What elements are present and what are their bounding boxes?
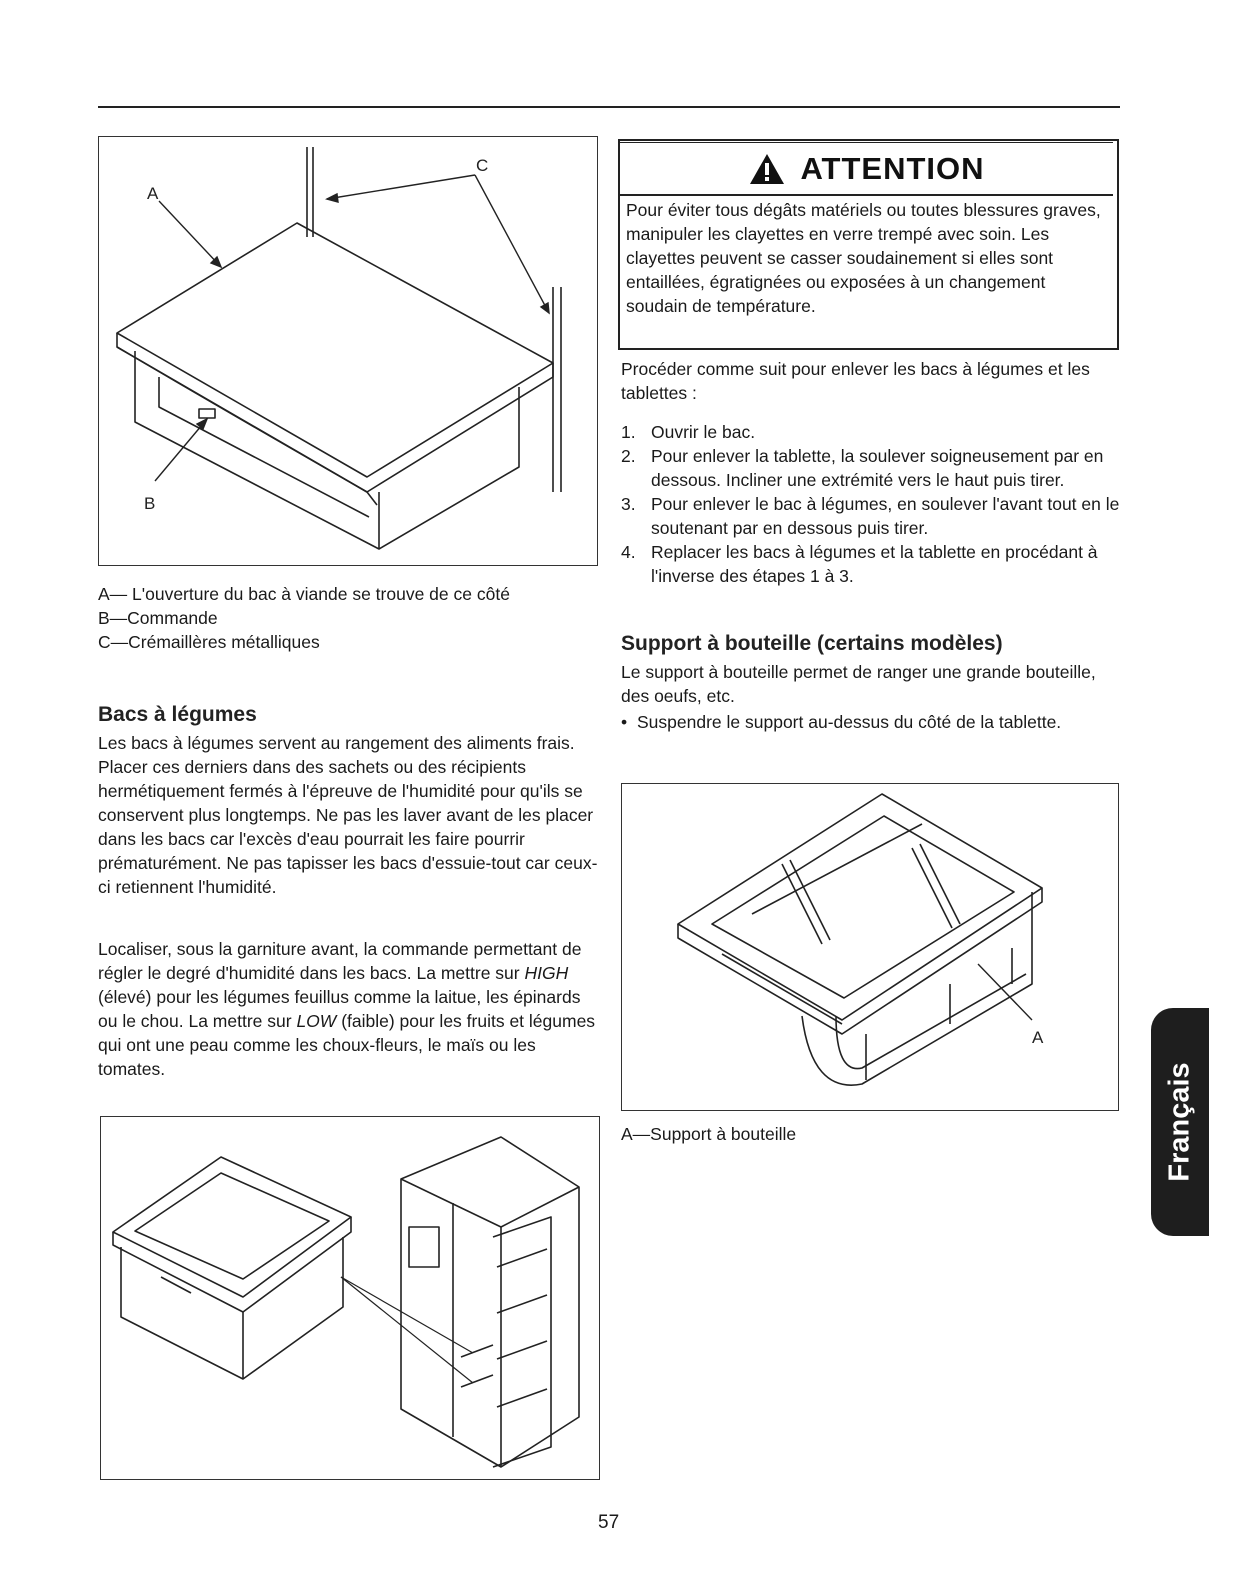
bacs-paragraph-2: Localiser, sous la garniture avant, la commande permettant de régler le degré d'humidité dans les bacs. La mettre sur HIGH (élevé) pour les légumes feuillus comme la laitue, les épinards ou le chou. La mettre sur LOW (faible) pour les fruits et légumes qui ont une peau comme les choux-fleurs, le maïs ou les tomates. (98, 939, 596, 1079)
procedure-steps (621, 420, 1121, 588)
step-item: 4. Replacer les bacs à légumes et la tablette en procédant à l'inverse des étapes 1 à 3. (621, 542, 1098, 586)
bullet-icon: • (621, 712, 628, 732)
label-b: B (144, 494, 156, 513)
warning-icon (748, 152, 786, 186)
low-setting: LOW (296, 1011, 337, 1031)
bacs-paragraph-1: Les bacs à légumes servent au rangement des aliments frais. Placer ces derniers dans des sachets ou des récipients hermétiquement fermés à l'épreuve de l'humidité pour qu'ils se conservent plus longtemps. Ne pas les laver avant de les placer dans les bacs car l'excès d'eau pourrait les faire pourrir prématurément. Ne pas tapisser les bacs d'essuie-tout car ceux-ci retiennent l'humidité. (98, 733, 598, 897)
label-a: A (147, 184, 159, 203)
bacs-heading: Bacs à légumes (98, 703, 257, 726)
figure1-caption (98, 582, 598, 654)
step-item: 2. Pour enlever la tablette, la soulever soigneusement par en dessous. Incliner une extrémité vers le haut puis tirer. (621, 446, 1104, 490)
procedure-intro: Procéder comme suit pour enlever les bacs à légumes et les tablettes : (621, 359, 1090, 403)
support-bullet: • Suspendre le support au-dessus du côté de la tablette. (621, 712, 1062, 732)
crisper-shelf-illustration (98, 136, 598, 566)
attention-text: Pour éviter tous dégâts matériels ou toutes blessures graves, manipuler les clayettes en verre trempé avec soin. Les clayettes peuvent se casser soudainement si elles sont entaillées, égratignées ou exposées à un changement soudain de température. (626, 200, 1101, 316)
step-item: 3. Pour enlever le bac à légumes, en soulever l'avant tout en le soutenant par en dessous puis tirer. (621, 494, 1120, 538)
figure2-caption: A—Support à bouteille (621, 1124, 797, 1144)
support-text: Le support à bouteille permet de ranger une grande bouteille, des oeufs, etc. (621, 662, 1096, 706)
step-item: 1. Ouvrir le bac. (621, 422, 756, 442)
attention-banner (620, 142, 1113, 196)
label-a: A (1032, 1028, 1044, 1047)
page-number: 57 (598, 1512, 620, 1533)
crisper-fridge-illustration (100, 1116, 600, 1480)
high-setting: HIGH (524, 963, 569, 983)
caption-line-c: C—Crémaillères métalliques (98, 632, 320, 652)
top-rule (98, 106, 1120, 108)
label-c: C (476, 156, 489, 175)
caption-line-b: B—Commande (98, 608, 218, 628)
language-tab-label: Français (1163, 1062, 1196, 1182)
attention-title: ATTENTION (800, 150, 985, 186)
caption-line-a: A— L'ouverture du bac à viande se trouve de ce côté (98, 584, 510, 604)
bottle-holder-illustration (621, 783, 1119, 1111)
language-tab (1151, 1008, 1209, 1236)
support-heading: Support à bouteille (certains modèles) (621, 632, 1003, 655)
